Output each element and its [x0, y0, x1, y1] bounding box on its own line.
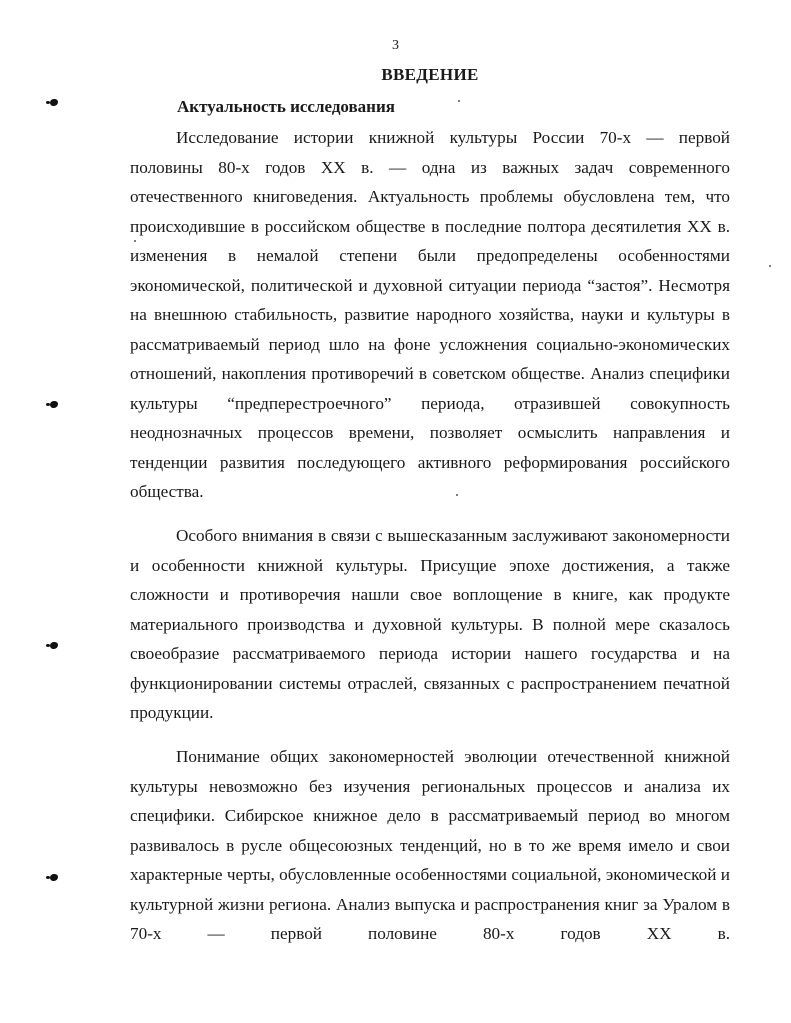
- page-number: 3: [392, 38, 399, 53]
- section-subtitle: Актуальность исследования: [177, 97, 395, 116]
- scan-speck: [456, 494, 458, 496]
- scan-speck: [458, 100, 460, 102]
- scan-speck: [134, 240, 136, 242]
- paragraph-relevance-intro: Исследование истории книжной культуры России 70-х — первой половины 80-х годов XX в. — одна из важных задач современного отечественного книговедения. Актуальность проблемы обусловлена тем, что происходившие в российском обществе в последние полтора десятилетия XX в. изменения в немалой степени были предопределены особенностями экономической, политической и духовной ситуации периода “застоя”. Несмотря на внешнюю стабильность, развитие народного хозяйства, науки и культуры в рассматриваемый период шло на фоне усложнения социально-экономических отношений, накопления противоречий в советском обществе. Анализ специфики культуры “предперестроечного” периода, отразившей совокупность неоднозначных процессов времени, позволяет осмыслить направления и тенденции развития последующего активного реформирования российского общества.: [130, 128, 730, 501]
- page-title: ВВЕДЕНИЕ: [381, 65, 479, 84]
- binding-mark: [50, 99, 58, 106]
- paragraph-book-culture: Особого внимания в связи с вышесказанным заслуживают закономерности и особенности книжной культуры. Присущие эпохе достижения, а также сложности и противоречия нашли свое воплощение в книге, как продукте материального производства и духовной культуры. В полной мере сказалось своеобразие рассматриваемого периода истории нашего государства и на функционировании системы отраслей, связанных с распространением печатной продукции.: [130, 526, 730, 722]
- body-text: [130, 123, 730, 949]
- paragraph-regional-processes: Понимание общих закономерностей эволюции отечественной книжной культуры невозможно без изучения региональных процессов и анализа их специфики. Сибирское книжное дело в рассматриваемый период во многом развивалось в русле общесоюзных тенденций, но в то же время имело и свои характерные черты, обусловленные особенностями социальной, экономической и культурной жизни региона. Анализ выпуска и распространения книг за Уралом в 70-х — первой половине 80-х годов XX в.: [130, 747, 730, 943]
- binding-mark: [50, 874, 58, 881]
- binding-mark: [50, 401, 58, 408]
- binding-mark: [50, 642, 58, 649]
- scan-speck: [769, 265, 771, 267]
